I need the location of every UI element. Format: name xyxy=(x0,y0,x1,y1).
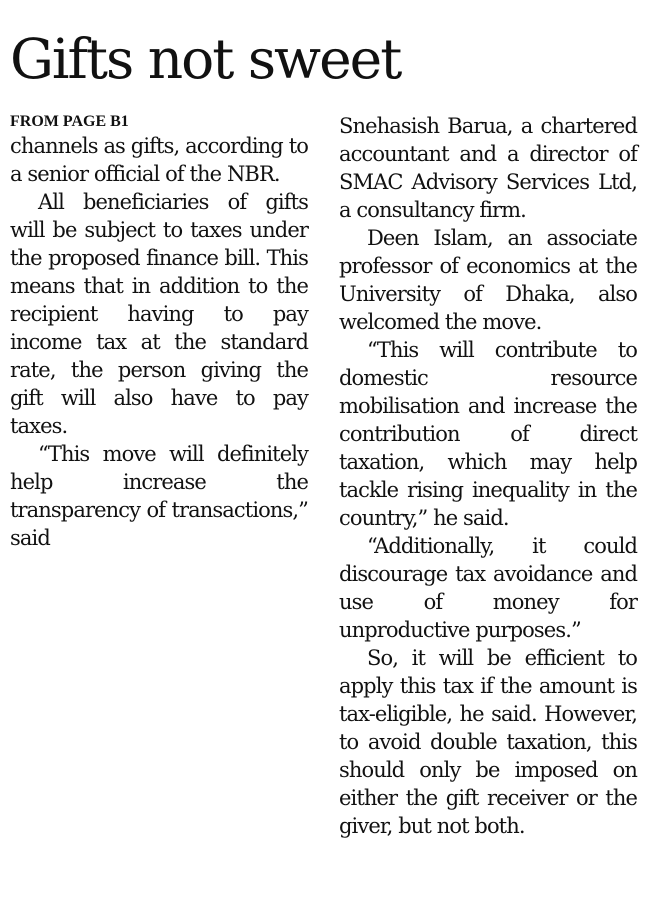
paragraph-7: “Additionally, it could discourage tax avoidance and use of money for unproductive purposes.” xyxy=(339,534,637,642)
paragraph-1: channels as gifts, according to a senior official of the NBR. xyxy=(10,134,308,186)
paragraph-3: “This move will definitely help increase the transparency of transactions,” said xyxy=(10,442,308,550)
paragraph-2: All beneficiaries of gifts will be subject to taxes under the proposed finance bill. This means that in addition to the recipient having to pay income tax at the standard rate, the person giving the gift will also have to pay taxes. xyxy=(10,190,308,438)
jump-line: FROM PAGE B1 xyxy=(10,113,129,130)
paragraph-5: Deen Islam, an associate professor of economics at the University of Dhaka, also welcomed the move. xyxy=(339,226,637,334)
article-column-right xyxy=(339,112,637,840)
article-column-left xyxy=(10,112,308,552)
paragraph-6: “This will contribute to domestic resource mobilisation and increase the contribution of direct taxation, which may help tackle rising inequality in the country,” he said. xyxy=(339,338,637,530)
paragraph-8: So, it will be efficient to apply this tax if the amount is tax-eligible, he said. However, to avoid double taxation, this should only be imposed on either the gift receiver or the giver, but not both. xyxy=(339,646,637,838)
paragraph-4: Snehasish Barua, a chartered accountant and a director of SMAC Advisory Services Ltd, a consultancy firm. xyxy=(339,114,637,222)
headline: Gifts not sweet xyxy=(10,27,401,91)
